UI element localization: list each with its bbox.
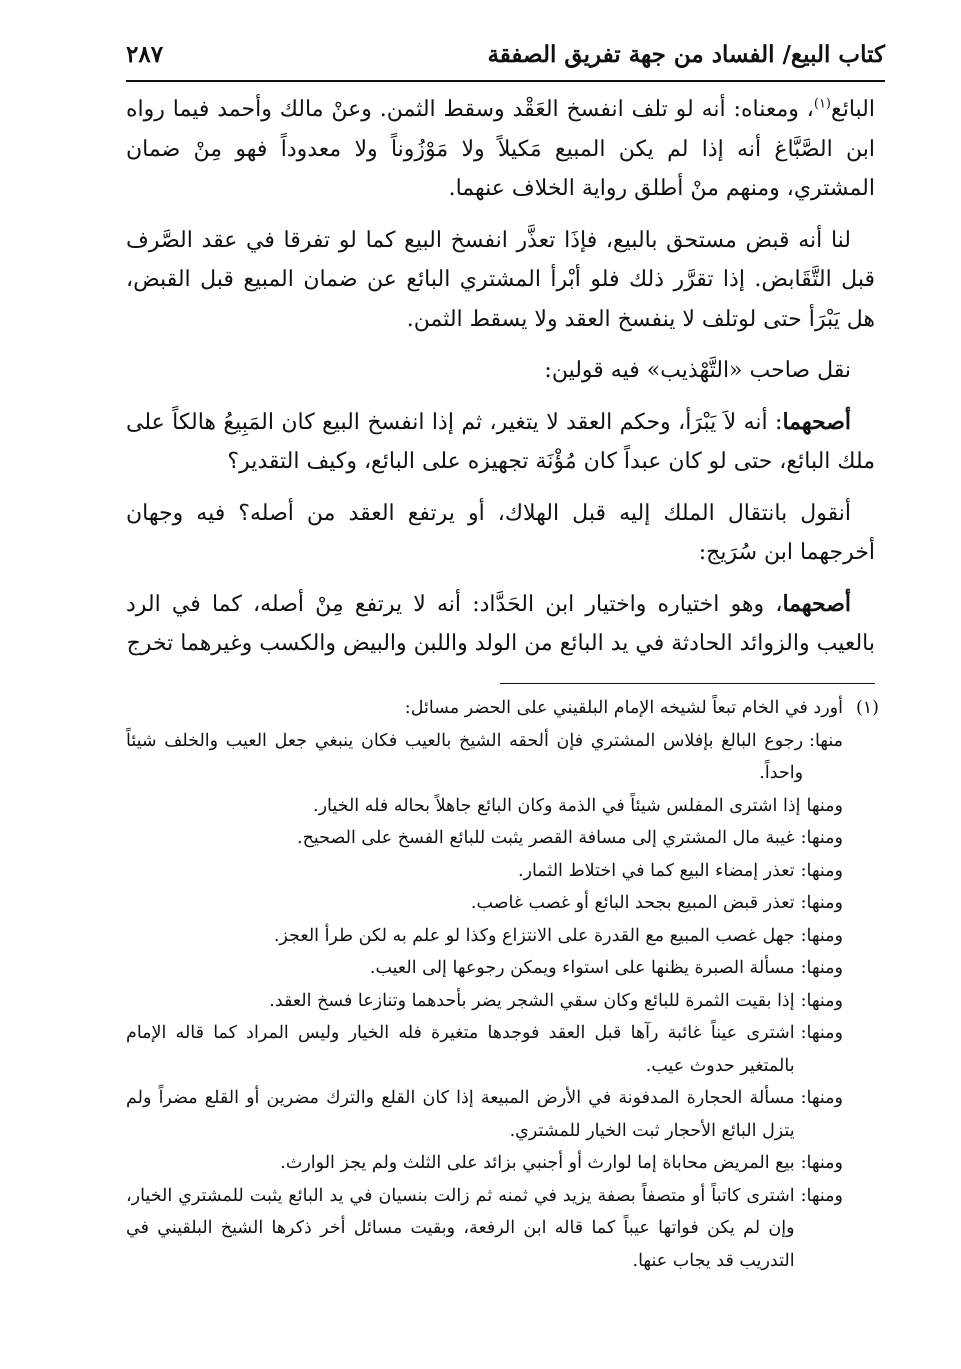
footnote-item xyxy=(126,1147,843,1180)
paragraph-5: أنقول بانتقال الملك إليه قبل الهلاك، أو يرتفع العقد من أصله؟ فيه وجهان أخرجهما ابن سُرَيج: xyxy=(126,500,875,565)
footnote-item xyxy=(126,1017,843,1082)
footnote-item-label: منها: xyxy=(809,730,843,751)
footnote-item xyxy=(126,822,843,855)
footnote-number: (١) xyxy=(855,698,879,718)
footnote-reference: (١) xyxy=(813,96,831,112)
footnote-item-label: ومنها: xyxy=(800,958,843,978)
footnote-item xyxy=(126,1082,843,1147)
footnote-item-text: اشترى كاتباً أو متصفاً بصفة يزيد في ثمنه ثم زالت بنسيان في يد البائع يثبت للمشتري الخيار، وإن لم يكن فواتها عيباً كما قاله ابن الرفعة، وبقيت مسائل أخر ذكرها الشيخ البلقيني في التدريب قد يجاب عنها. xyxy=(126,1185,795,1271)
footnote-item xyxy=(126,920,843,953)
footnote-item-label: ومنها: xyxy=(800,990,843,1011)
footnote-item-text: إذا بقيت الثمرة للبائع وكان سقي الشجر يضر بأحدهما وتنازعا فسخ العقد. xyxy=(269,990,795,1011)
footnote-item-label: ومنها: xyxy=(800,893,843,913)
footnote-item-text: اشترى عيناً غائبة رآها قبل العقد فوجدها متغيرة فله الخيار وليس المراد كما قاله الإمام بالمتغير حدوث عيب. xyxy=(126,1023,795,1076)
footnote-item xyxy=(126,855,843,888)
paragraph-4 xyxy=(126,403,875,482)
paragraph-1-start: البائع xyxy=(831,97,875,122)
footnote-item-label: ومنها: xyxy=(800,828,843,848)
footnote-item-label: ومنها: xyxy=(800,1023,843,1043)
footnote-items xyxy=(126,725,879,1278)
footnote-separator xyxy=(500,683,875,684)
footnote-item-label: ومنها xyxy=(806,795,843,816)
footnote-item xyxy=(126,790,843,823)
paragraph-6-lead: أصحهما xyxy=(782,590,851,617)
paragraph-6-text: ، وهو اختياره واختيار ابن الحَدَّاد: أنه لا يرتفع مِنْ أصله، كما في الرد بالعيب والزوائد الحادثة في يد البائع من الولد واللبن والبيض والكسب وغيرهما تخرج xyxy=(126,591,875,656)
paragraph-1 xyxy=(126,90,875,209)
header-rule xyxy=(126,80,885,82)
footnote-item-text: بيع المريض محاباة إما لوارث أو أجنبي بزائد على الثلث ولم يجز الوارث. xyxy=(280,1153,795,1173)
footnote-item-label: ومنها: xyxy=(800,1088,843,1108)
main-text xyxy=(126,90,875,676)
footnote-item-label: ومنها: xyxy=(800,1185,843,1206)
footnotes xyxy=(126,692,879,1277)
footnote-item-text: تعذر إمضاء البيع كما في اختلاط الثمار. xyxy=(517,860,795,881)
footnote-item-text: غيبة مال المشتري إلى مسافة القصر يثبت للبائع الفسخ على الصحيح. xyxy=(297,828,795,848)
footnote-1-intro xyxy=(126,692,879,725)
paragraph-2: لنا أنه قبض مستحق بالبيع، فإذَا تعذَّر انفسخ البيع كما لو تفرقا في عقد الصَّرف قبل التَّقَابض. إذا تقرَّر ذلك فلو أبْرأ المشتري البائع عن ضمان المبيع قبل القبض، هل يَبْرَأ حتى لوتلف لا ينفسخ العقد ولا يسقط الثمن. xyxy=(126,227,875,332)
paragraph-1-rest: ، ومعناه: أنه لو تلف انفسخ العَقْد وسقط الثمن. وعنْ مالك وأحمد فيما رواه ابن الصَّبَّاغ أنه إذا لم يكن المبيع مَكيلاً ولا مَوْزُوناً ولا معدوداً فهو مِنْ ضمان المشتري، ومنهم منْ أطلق رواية الخلاف عنهما. xyxy=(126,97,875,201)
paragraph-3: نقل صاحب «التَّهْذيب» فيه قولين: xyxy=(544,358,851,383)
footnote-item xyxy=(126,985,843,1018)
chapter-title: كتاب البيع/ الفساد من جهة تفريق الصفقة xyxy=(487,40,885,68)
footnote-item-text: مسألة الحجارة المدفونة في الأرض المبيعة إذا كان القلع والترك مضرين أو القلع مضراً ولم يتزل البائع الأحجار ثبت الخيار للمشتري. xyxy=(126,1088,795,1141)
footnote-item-text: تعذر قبض المبيع بجحد البائع أو غصب غاصب. xyxy=(470,893,795,913)
footnote-item-label: ومنها: xyxy=(800,925,843,946)
footnote-item xyxy=(126,725,843,790)
footnote-intro-text: أورد في الخام تبعاً لشيخه الإمام البلقيني على الحضر مسائل: xyxy=(404,698,843,718)
footnote-item-text: جهل غصب المبيع مع القدرة على الانتزاع وكذا لو علم به لكن طرأ العجز. xyxy=(273,925,795,946)
footnote-item-label: ومنها: xyxy=(800,1153,843,1173)
page-number: ٢٨٧ xyxy=(126,40,164,68)
footnote-item xyxy=(126,1180,843,1278)
footnote-item-text: مسألة الصبرة يظنها على استواء ويمكن رجوعها إلى العيب. xyxy=(369,958,795,978)
footnote-item xyxy=(126,887,843,920)
paragraph-4-lead: أصحهما xyxy=(782,408,851,435)
footnote-item xyxy=(126,952,843,985)
running-header xyxy=(126,36,885,72)
footnote-item-text: رجوع البالغ بإفلاس المشتري فإن ألحقه الشيخ بالعيب فكان ينبغي جعل العيب والخلف شيئاً واحداً. xyxy=(126,730,804,783)
paragraph-6 xyxy=(126,585,875,664)
footnote-item-label: ومنها: xyxy=(800,860,843,881)
paragraph-4-text: : أنه لاَ يَبْرَأ، وحكم العقد لا يتغير، ثم إذا انفسخ البيع كان المَبِيعُ هالكاً على ملك البائع، حتى لو كان عبداً كان مُؤْنَة تجهيزه على البائع، وكيف التقدير؟ xyxy=(126,409,875,474)
footnote-item-text: إذا اشترى المفلس شيئاً في الذمة وكان البائع جاهلاً بحاله فله الخيار. xyxy=(313,795,801,816)
